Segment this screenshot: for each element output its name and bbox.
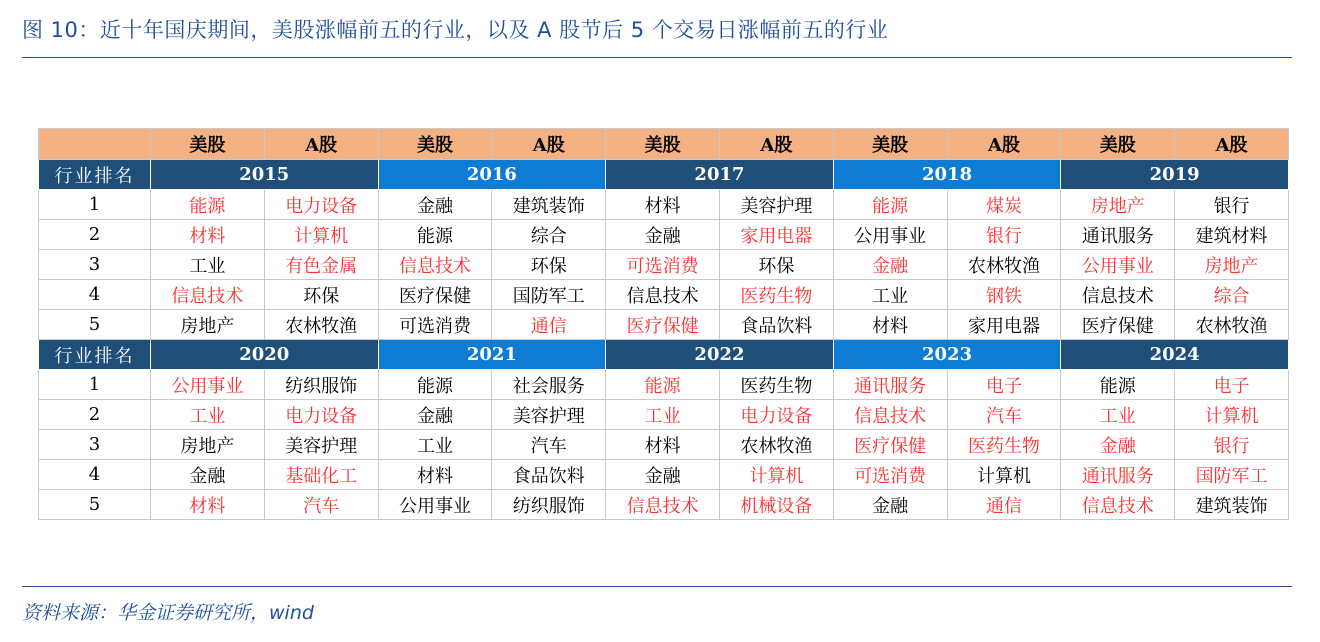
industry-cell: 纺织服饰 <box>492 490 606 520</box>
industry-cell: 家用电器 <box>947 310 1061 340</box>
industry-cell: 信息技术 <box>606 280 720 310</box>
industry-cell: 信息技术 <box>1061 280 1175 310</box>
industry-cell: 医药生物 <box>719 370 833 400</box>
industry-cell: 银行 <box>947 220 1061 250</box>
industry-cell: 信息技术 <box>833 400 947 430</box>
market-header: A股 <box>264 129 378 160</box>
industry-cell: 信息技术 <box>151 280 265 310</box>
industry-cell: 工业 <box>833 280 947 310</box>
industry-cell: 医疗保健 <box>378 280 492 310</box>
industry-cell: 建筑材料 <box>1175 220 1289 250</box>
market-header: A股 <box>947 129 1061 160</box>
industry-cell: 通讯服务 <box>1061 460 1175 490</box>
industry-cell: 计算机 <box>264 220 378 250</box>
market-header-row <box>39 129 1289 160</box>
industry-cell: 可选消费 <box>833 460 947 490</box>
industry-cell: 公用事业 <box>833 220 947 250</box>
rank-number: 3 <box>39 250 151 280</box>
industry-cell: 材料 <box>378 460 492 490</box>
industry-cell: 公用事业 <box>151 370 265 400</box>
rank-header: 行业排名 <box>39 160 151 190</box>
market-header: A股 <box>719 129 833 160</box>
year-header: 2019 <box>1061 160 1289 190</box>
industry-cell: 电力设备 <box>264 190 378 220</box>
industry-cell: 食品饮料 <box>719 310 833 340</box>
industry-cell: 银行 <box>1175 430 1289 460</box>
industry-cell: 医疗保健 <box>833 430 947 460</box>
industry-cell: 信息技术 <box>606 490 720 520</box>
industry-cell: 通讯服务 <box>833 370 947 400</box>
industry-cell: 农林牧渔 <box>264 310 378 340</box>
industry-cell: 公用事业 <box>1061 250 1175 280</box>
table-row <box>39 400 1289 430</box>
industry-cell: 信息技术 <box>1061 490 1175 520</box>
year-header: 2021 <box>378 340 606 370</box>
industry-cell: 环保 <box>264 280 378 310</box>
industry-cell: 材料 <box>606 190 720 220</box>
industry-cell: 汽车 <box>264 490 378 520</box>
industry-cell: 金融 <box>833 250 947 280</box>
industry-cell: 纺织服饰 <box>264 370 378 400</box>
industry-cell: 金融 <box>378 190 492 220</box>
industry-cell: 美容护理 <box>492 400 606 430</box>
source-note: 资料来源：华金证券研究所，wind <box>22 602 314 624</box>
market-header: 美股 <box>151 129 265 160</box>
source-divider <box>22 586 1292 587</box>
year-header: 2015 <box>151 160 379 190</box>
year-header-row <box>39 340 1289 370</box>
industry-cell: 金融 <box>151 460 265 490</box>
industry-cell: 国防军工 <box>492 280 606 310</box>
industry-cell: 机械设备 <box>719 490 833 520</box>
market-header: 美股 <box>833 129 947 160</box>
industry-cell: 医疗保健 <box>1061 310 1175 340</box>
rank-number: 4 <box>39 460 151 490</box>
table-row <box>39 250 1289 280</box>
industry-cell: 电力设备 <box>264 400 378 430</box>
industry-cell: 汽车 <box>947 400 1061 430</box>
year-header: 2020 <box>151 340 379 370</box>
industry-cell: 综合 <box>492 220 606 250</box>
industry-cell: 有色金属 <box>264 250 378 280</box>
industry-cell: 食品饮料 <box>492 460 606 490</box>
industry-cell: 材料 <box>606 430 720 460</box>
table-row <box>39 490 1289 520</box>
industry-cell: 房地产 <box>1061 190 1175 220</box>
industry-cell: 工业 <box>151 400 265 430</box>
year-header-row <box>39 160 1289 190</box>
industry-cell: 电子 <box>1175 370 1289 400</box>
industry-cell: 农林牧渔 <box>947 250 1061 280</box>
market-header: A股 <box>492 129 606 160</box>
industry-cell: 社会服务 <box>492 370 606 400</box>
industry-cell: 金融 <box>833 490 947 520</box>
market-header: 美股 <box>1061 129 1175 160</box>
rank-number: 3 <box>39 430 151 460</box>
year-header: 2022 <box>606 340 834 370</box>
year-header: 2018 <box>833 160 1061 190</box>
industry-cell: 汽车 <box>492 430 606 460</box>
table-row <box>39 460 1289 490</box>
industry-cell: 农林牧渔 <box>1175 310 1289 340</box>
industry-cell: 可选消费 <box>378 310 492 340</box>
industry-cell: 美容护理 <box>264 430 378 460</box>
industry-cell: 房地产 <box>151 310 265 340</box>
year-header: 2024 <box>1061 340 1289 370</box>
industry-cell: 能源 <box>1061 370 1175 400</box>
rank-number: 5 <box>39 310 151 340</box>
rank-number: 1 <box>39 370 151 400</box>
industry-cell: 材料 <box>151 490 265 520</box>
industry-cell: 房地产 <box>1175 250 1289 280</box>
table-row <box>39 220 1289 250</box>
year-header: 2023 <box>833 340 1061 370</box>
industry-cell: 能源 <box>151 190 265 220</box>
industry-cell: 环保 <box>719 250 833 280</box>
industry-cell: 医药生物 <box>947 430 1061 460</box>
industry-cell: 可选消费 <box>606 250 720 280</box>
market-header: A股 <box>1175 129 1289 160</box>
industry-cell: 医疗保健 <box>606 310 720 340</box>
table-row <box>39 310 1289 340</box>
industry-ranking-table <box>38 128 1289 520</box>
industry-cell: 能源 <box>378 220 492 250</box>
industry-cell: 计算机 <box>1175 400 1289 430</box>
industry-cell: 金融 <box>1061 430 1175 460</box>
industry-cell: 煤炭 <box>947 190 1061 220</box>
industry-cell: 电力设备 <box>719 400 833 430</box>
industry-cell: 金融 <box>378 400 492 430</box>
industry-cell: 工业 <box>378 430 492 460</box>
table-row <box>39 190 1289 220</box>
industry-cell: 农林牧渔 <box>719 430 833 460</box>
industry-cell: 能源 <box>378 370 492 400</box>
industry-cell: 工业 <box>1061 400 1175 430</box>
industry-cell: 计算机 <box>719 460 833 490</box>
industry-cell: 房地产 <box>151 430 265 460</box>
industry-cell: 能源 <box>833 190 947 220</box>
industry-cell: 银行 <box>1175 190 1289 220</box>
industry-cell: 能源 <box>606 370 720 400</box>
rank-number: 1 <box>39 190 151 220</box>
industry-cell: 建筑装饰 <box>1175 490 1289 520</box>
industry-cell: 通信 <box>492 310 606 340</box>
industry-cell: 材料 <box>151 220 265 250</box>
header-corner <box>39 129 151 160</box>
table-row <box>39 430 1289 460</box>
market-header: 美股 <box>606 129 720 160</box>
rank-number: 5 <box>39 490 151 520</box>
industry-cell: 电子 <box>947 370 1061 400</box>
industry-cell: 钢铁 <box>947 280 1061 310</box>
industry-cell: 美容护理 <box>719 190 833 220</box>
title-divider <box>22 57 1292 58</box>
industry-cell: 综合 <box>1175 280 1289 310</box>
table-row <box>39 370 1289 400</box>
industry-cell: 公用事业 <box>378 490 492 520</box>
figure-title: 图 10：近十年国庆期间，美股涨幅前五的行业，以及 A 股节后 5 个交易日涨幅前五的行业 <box>22 18 889 42</box>
industry-cell: 工业 <box>606 400 720 430</box>
rank-header: 行业排名 <box>39 340 151 370</box>
rank-number: 4 <box>39 280 151 310</box>
market-header: 美股 <box>378 129 492 160</box>
year-header: 2016 <box>378 160 606 190</box>
industry-cell: 家用电器 <box>719 220 833 250</box>
table-row <box>39 280 1289 310</box>
industry-cell: 金融 <box>606 460 720 490</box>
industry-cell: 环保 <box>492 250 606 280</box>
industry-cell: 计算机 <box>947 460 1061 490</box>
industry-cell: 国防军工 <box>1175 460 1289 490</box>
year-header: 2017 <box>606 160 834 190</box>
industry-cell: 信息技术 <box>378 250 492 280</box>
industry-cell: 基础化工 <box>264 460 378 490</box>
industry-cell: 通信 <box>947 490 1061 520</box>
industry-cell: 建筑装饰 <box>492 190 606 220</box>
rank-number: 2 <box>39 400 151 430</box>
industry-cell: 工业 <box>151 250 265 280</box>
industry-cell: 通讯服务 <box>1061 220 1175 250</box>
industry-cell: 金融 <box>606 220 720 250</box>
industry-cell: 医药生物 <box>719 280 833 310</box>
rank-number: 2 <box>39 220 151 250</box>
industry-cell: 材料 <box>833 310 947 340</box>
